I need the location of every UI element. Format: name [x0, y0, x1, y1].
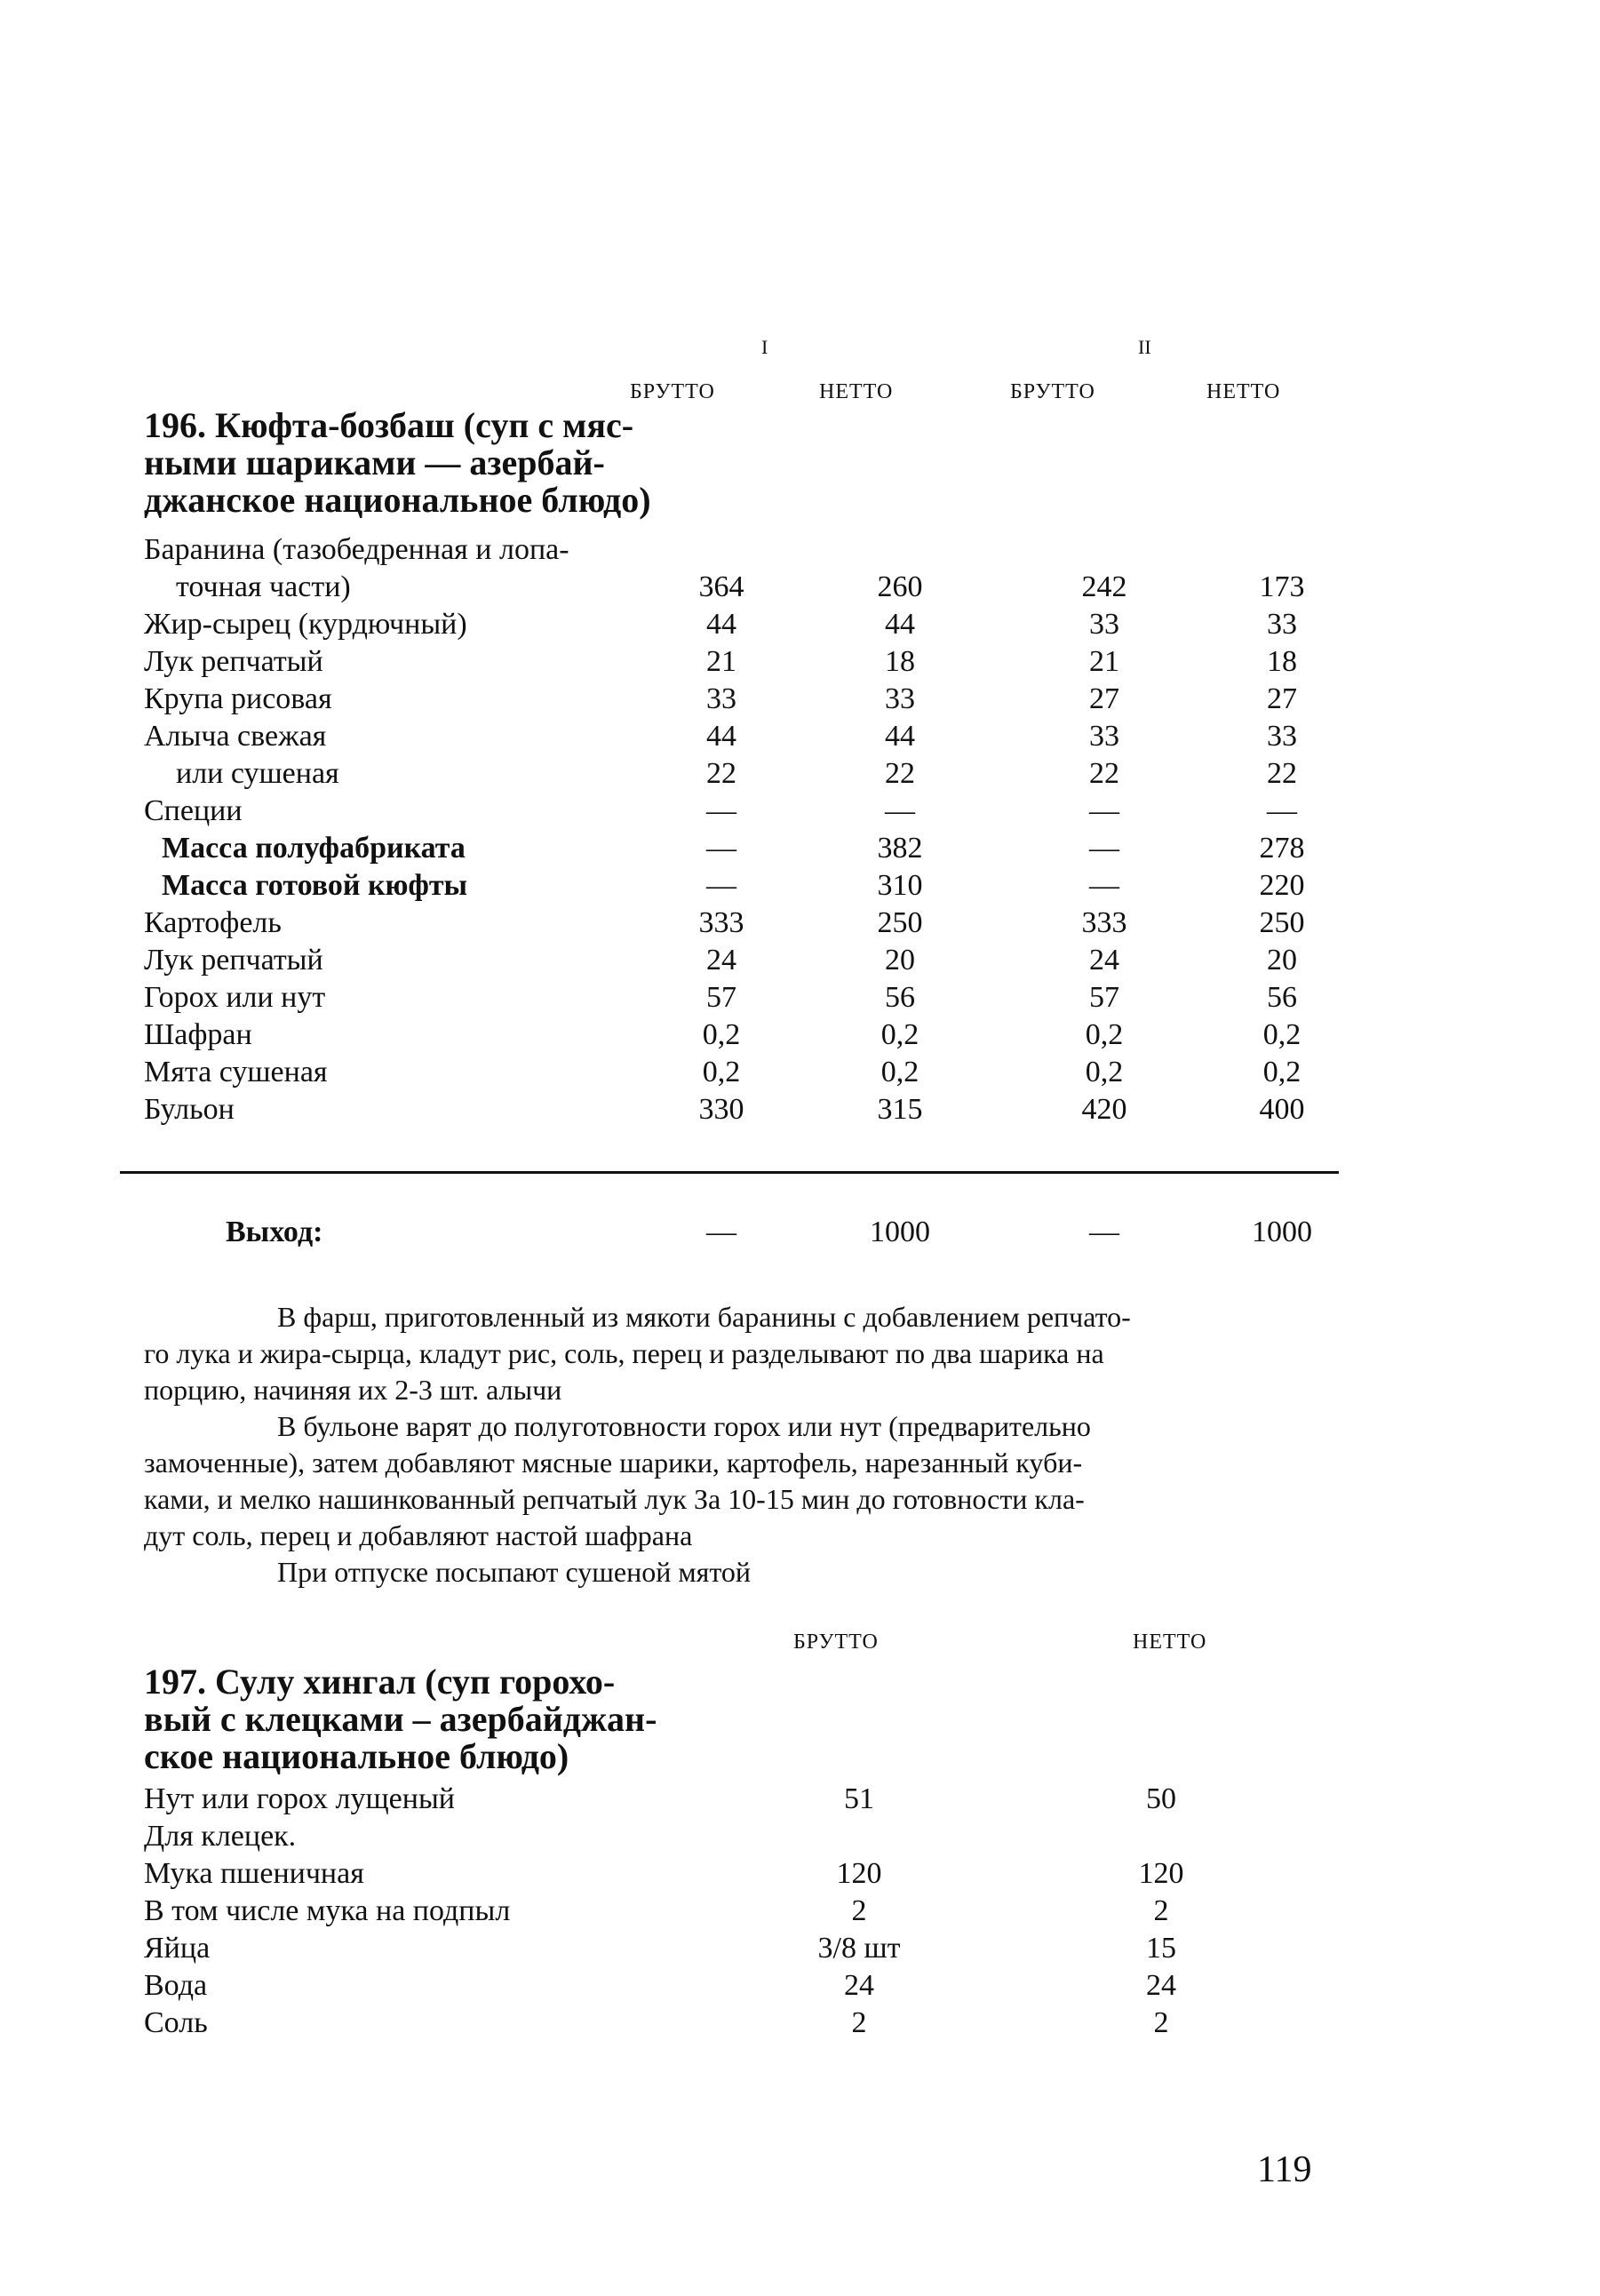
- value-cell: 33: [706, 682, 736, 715]
- value-cell: 2: [851, 1894, 867, 1927]
- ingredient-name: Мука пшеничная: [144, 1857, 364, 1890]
- value-cell: 22: [1089, 757, 1119, 790]
- value-cell: 2: [1153, 2006, 1169, 2039]
- value-cell: —: [1089, 832, 1119, 865]
- ingredient-name: Вода: [144, 1969, 208, 2002]
- value-cell: —: [885, 794, 915, 827]
- ingredient-name: точная части): [176, 570, 351, 603]
- value-cell: 18: [1267, 645, 1297, 678]
- ingredient-name: или сушеная: [176, 757, 339, 790]
- instruction-line: порцию, начиняя их 2-3 шт. алычи: [144, 1374, 562, 1406]
- value-cell: 3/8 шт: [817, 1932, 901, 1965]
- ingredient-name: Бульон: [144, 1093, 235, 1126]
- value-cell: 0,2: [702, 1056, 741, 1088]
- value-cell: 2: [1153, 1894, 1169, 1927]
- recipe-197-title-line-2: вый с клецками – азербайджан-: [144, 1699, 657, 1739]
- ingredient-name: Лук репчатый: [144, 645, 323, 678]
- value-cell: 364: [698, 570, 744, 603]
- value-cell: 333: [698, 906, 744, 939]
- value-cell: 173: [1259, 570, 1305, 603]
- value-cell: 2: [851, 2006, 867, 2039]
- value-cell: 242: [1081, 570, 1127, 603]
- value-cell: 260: [877, 570, 923, 603]
- value-cell: 0,2: [702, 1018, 741, 1051]
- ingredient-name: Жир-сырец (курдючный): [144, 608, 467, 641]
- value-cell: —: [1089, 869, 1119, 902]
- value-cell: 330: [698, 1093, 744, 1126]
- value-cell: 33: [885, 682, 915, 715]
- value-cell: 44: [706, 608, 736, 641]
- table-divider: [120, 1171, 1339, 1174]
- ingredient-name: Яйца: [144, 1932, 211, 1965]
- yield-value: —: [706, 1216, 736, 1248]
- value-cell: 33: [1267, 608, 1297, 641]
- ingredient-name: Алыча свежая: [144, 720, 327, 753]
- value-cell: 24: [844, 1969, 874, 2002]
- value-cell: 57: [706, 981, 736, 1014]
- value-cell: 278: [1259, 832, 1305, 865]
- col-header-netto-2: НЕТТО: [1206, 380, 1281, 403]
- value-cell: 18: [885, 645, 915, 678]
- value-cell: 382: [877, 832, 923, 865]
- recipe-196-title-line-3: джанское национальное блюдо): [144, 480, 651, 520]
- yield-value: 1000: [1252, 1216, 1312, 1248]
- value-cell: 22: [1267, 757, 1297, 790]
- yield-value: —: [1089, 1216, 1119, 1248]
- instruction-line: ками, и мелко нашинкованный репчатый лук За 10-15 мин до готовности кла-: [144, 1483, 1085, 1515]
- ingredient-intro: Баранина (тазобедренная и лопа-: [144, 533, 569, 566]
- instruction-line: замоченные), затем добавляют мясные шарики, картофель, нарезанный куби-: [144, 1447, 1083, 1479]
- page-number: 119: [1257, 2149, 1312, 2190]
- value-cell: —: [706, 869, 736, 902]
- value-cell: 33: [1089, 720, 1119, 753]
- instruction-line: В бульоне варят до полуготовности горох или нут (предварительно: [277, 1410, 1091, 1442]
- column-group-2-label: II: [1138, 336, 1151, 358]
- value-cell: 21: [1089, 645, 1119, 678]
- recipe-197-title-line-3: ское национальное блюдо): [144, 1736, 569, 1776]
- value-cell: 220: [1259, 869, 1305, 902]
- ingredient-name: Нут или горох лущеный: [144, 1782, 455, 1815]
- value-cell: 33: [1089, 608, 1119, 641]
- value-cell: 50: [1146, 1782, 1176, 1815]
- col-header-brutto-1: БРУТТО: [630, 380, 715, 403]
- value-cell: 333: [1081, 906, 1127, 939]
- value-cell: 27: [1089, 682, 1119, 715]
- ingredient-name: Горох или нут: [144, 981, 326, 1014]
- value-cell: —: [706, 832, 736, 865]
- ingredient-name: Мята сушеная: [144, 1056, 328, 1088]
- value-cell: —: [1267, 794, 1297, 827]
- recipe-196-title-line-1: 196. Кюфта-бозбаш (суп с мяс-: [144, 405, 634, 445]
- col-header-brutto-2: БРУТТО: [1010, 380, 1095, 403]
- value-cell: 56: [1267, 981, 1297, 1014]
- value-cell: 0,2: [1262, 1056, 1301, 1088]
- col-header-netto-1: НЕТТО: [819, 380, 894, 403]
- ingredient-name: Специи: [144, 794, 243, 827]
- ingredient-name: Лук репчатый: [144, 944, 323, 977]
- subtotal-name: Масса готовой кюфты: [162, 869, 468, 902]
- value-cell: 24: [1146, 1969, 1176, 2002]
- instruction-line: При отпуске посыпают сушеной мятой: [277, 1556, 752, 1588]
- recipe-197-title-line-1: 197. Сулу хингал (суп горохо-: [144, 1662, 616, 1702]
- value-cell: 44: [706, 720, 736, 753]
- value-cell: 44: [885, 720, 915, 753]
- column-group-1-label: I: [761, 336, 768, 358]
- value-cell: 24: [706, 944, 736, 977]
- value-cell: 57: [1089, 981, 1119, 1014]
- value-cell: 15: [1146, 1932, 1176, 1965]
- value-cell: 315: [877, 1093, 923, 1126]
- value-cell: —: [1089, 794, 1119, 827]
- value-cell: 24: [1089, 944, 1119, 977]
- value-cell: 22: [885, 757, 915, 790]
- value-cell: 420: [1081, 1093, 1127, 1126]
- value-cell: 44: [885, 608, 915, 641]
- value-cell: 310: [877, 869, 923, 902]
- instruction-line: го лука и жира-сырца, кладут рис, соль, перец и разделывают по два шарика на: [144, 1337, 1104, 1369]
- value-cell: 20: [1267, 944, 1297, 977]
- value-cell: 0,2: [880, 1056, 919, 1088]
- ingredient-name: Картофель: [144, 906, 282, 939]
- r197-col-header-netto: НЕТТО: [1133, 1630, 1207, 1654]
- yield-label: Выход:: [226, 1216, 323, 1248]
- value-cell: 56: [885, 981, 915, 1014]
- ingredient-name: В том числе мука на подпыл: [144, 1894, 511, 1927]
- instruction-line: дут соль, перец и добавляют настой шафрана: [144, 1519, 693, 1551]
- r197-col-header-brutto: БРУТТО: [793, 1630, 879, 1654]
- value-cell: 250: [1259, 906, 1305, 939]
- value-cell: 120: [1138, 1857, 1184, 1890]
- value-cell: 0,2: [1085, 1018, 1124, 1051]
- ingredient-name: Шафран: [144, 1018, 252, 1051]
- value-cell: 20: [885, 944, 915, 977]
- value-cell: 120: [836, 1857, 882, 1890]
- value-cell: 0,2: [880, 1018, 919, 1051]
- ingredient-name: Крупа рисовая: [144, 682, 332, 715]
- value-cell: 0,2: [1262, 1018, 1301, 1051]
- instruction-line: В фарш, приготовленный из мякоти баранины с добавлением репчато-: [277, 1301, 1131, 1333]
- value-cell: 22: [706, 757, 736, 790]
- value-cell: 21: [706, 645, 736, 678]
- value-cell: 27: [1267, 682, 1297, 715]
- value-cell: 0,2: [1085, 1056, 1124, 1088]
- value-cell: —: [706, 794, 736, 827]
- recipe-196-title-line-2: ными шариками — азербай-: [144, 442, 605, 482]
- ingredient-name: Соль: [144, 2006, 208, 2039]
- ingredient-name: Для клецек.: [144, 1820, 297, 1853]
- subtotal-name: Масса полуфабриката: [162, 832, 466, 865]
- yield-value: 1000: [870, 1216, 930, 1248]
- value-cell: 400: [1259, 1093, 1305, 1126]
- value-cell: 33: [1267, 720, 1297, 753]
- value-cell: 51: [844, 1782, 874, 1815]
- value-cell: 250: [877, 906, 923, 939]
